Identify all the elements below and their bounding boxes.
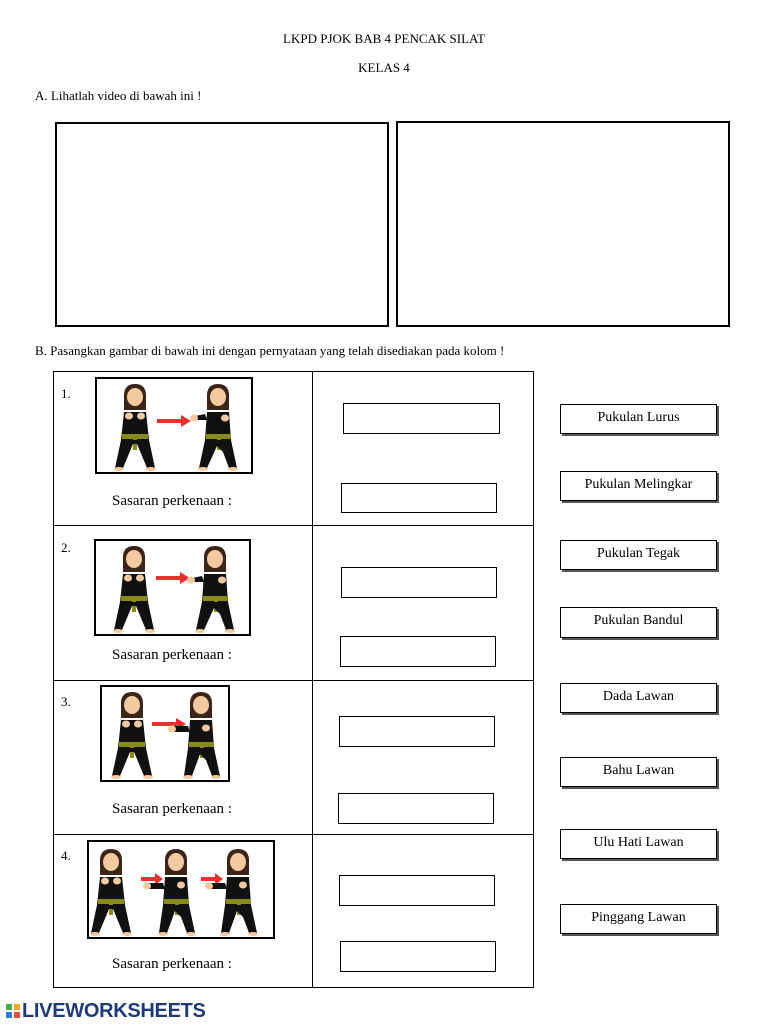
row-4-sasaran-label: Sasaran perkenaan : [112,956,232,972]
worksheet-title: LKPD PJOK BAB 4 PENCAK SILAT [283,31,485,46]
row-1-number: 1. [61,386,71,401]
video-player-2[interactable] [396,121,730,327]
row-3-technique-answer-box[interactable] [339,716,495,747]
row-1-picture [95,377,253,474]
row-3-picture [100,685,230,782]
row-1-sasaran-label: Sasaran perkenaan : [112,493,232,509]
section-a-instruction: A. Lihatlah video di bawah ini ! [35,88,202,103]
row-2-number: 2. [61,540,71,555]
row-2-picture [94,539,251,636]
row-3-sasaran-label: Sasaran perkenaan : [112,801,232,817]
row-3-number: 3. [61,694,71,709]
row-2-technique-answer-box[interactable] [341,567,497,598]
option-pukulan-lurus[interactable]: Pukulan Lurus [560,404,717,434]
option-pinggang-lawan[interactable]: Pinggang Lawan [560,904,717,934]
option-pukulan-tegak[interactable]: Pukulan Tegak [560,540,717,570]
liveworksheets-logo[interactable] [6,1000,206,1023]
row-1-technique-answer-box[interactable] [343,403,500,434]
option-bahu-lawan[interactable]: Bahu Lawan [560,757,717,787]
liveworksheets-mark-icon [6,1004,20,1018]
row-2-target-answer-box[interactable] [340,636,496,667]
row-4-technique-answer-box[interactable] [339,875,495,906]
section-b-instruction: B. Pasangkan gambar di bawah ini dengan pernyataan yang telah disediakan pada kolom ! [35,343,505,358]
video-player-1[interactable] [55,122,389,327]
class-label: KELAS 4 [358,60,410,75]
row-2-sasaran-label: Sasaran perkenaan : [112,647,232,663]
row-3-target-answer-box[interactable] [338,793,494,824]
logo-text: LIVEWORKSHEETS [22,1000,206,1022]
row-1-target-answer-box[interactable] [341,483,497,513]
option-ulu-hati-lawan[interactable]: Ulu Hati Lawan [560,829,717,859]
option-pukulan-melingkar[interactable]: Pukulan Melingkar [560,471,717,501]
option-pukulan-bandul[interactable]: Pukulan Bandul [560,607,717,638]
row-4-target-answer-box[interactable] [340,941,496,972]
option-dada-lawan[interactable]: Dada Lawan [560,683,717,713]
row-4-number: 4. [61,848,71,863]
row-4-picture [87,840,275,939]
